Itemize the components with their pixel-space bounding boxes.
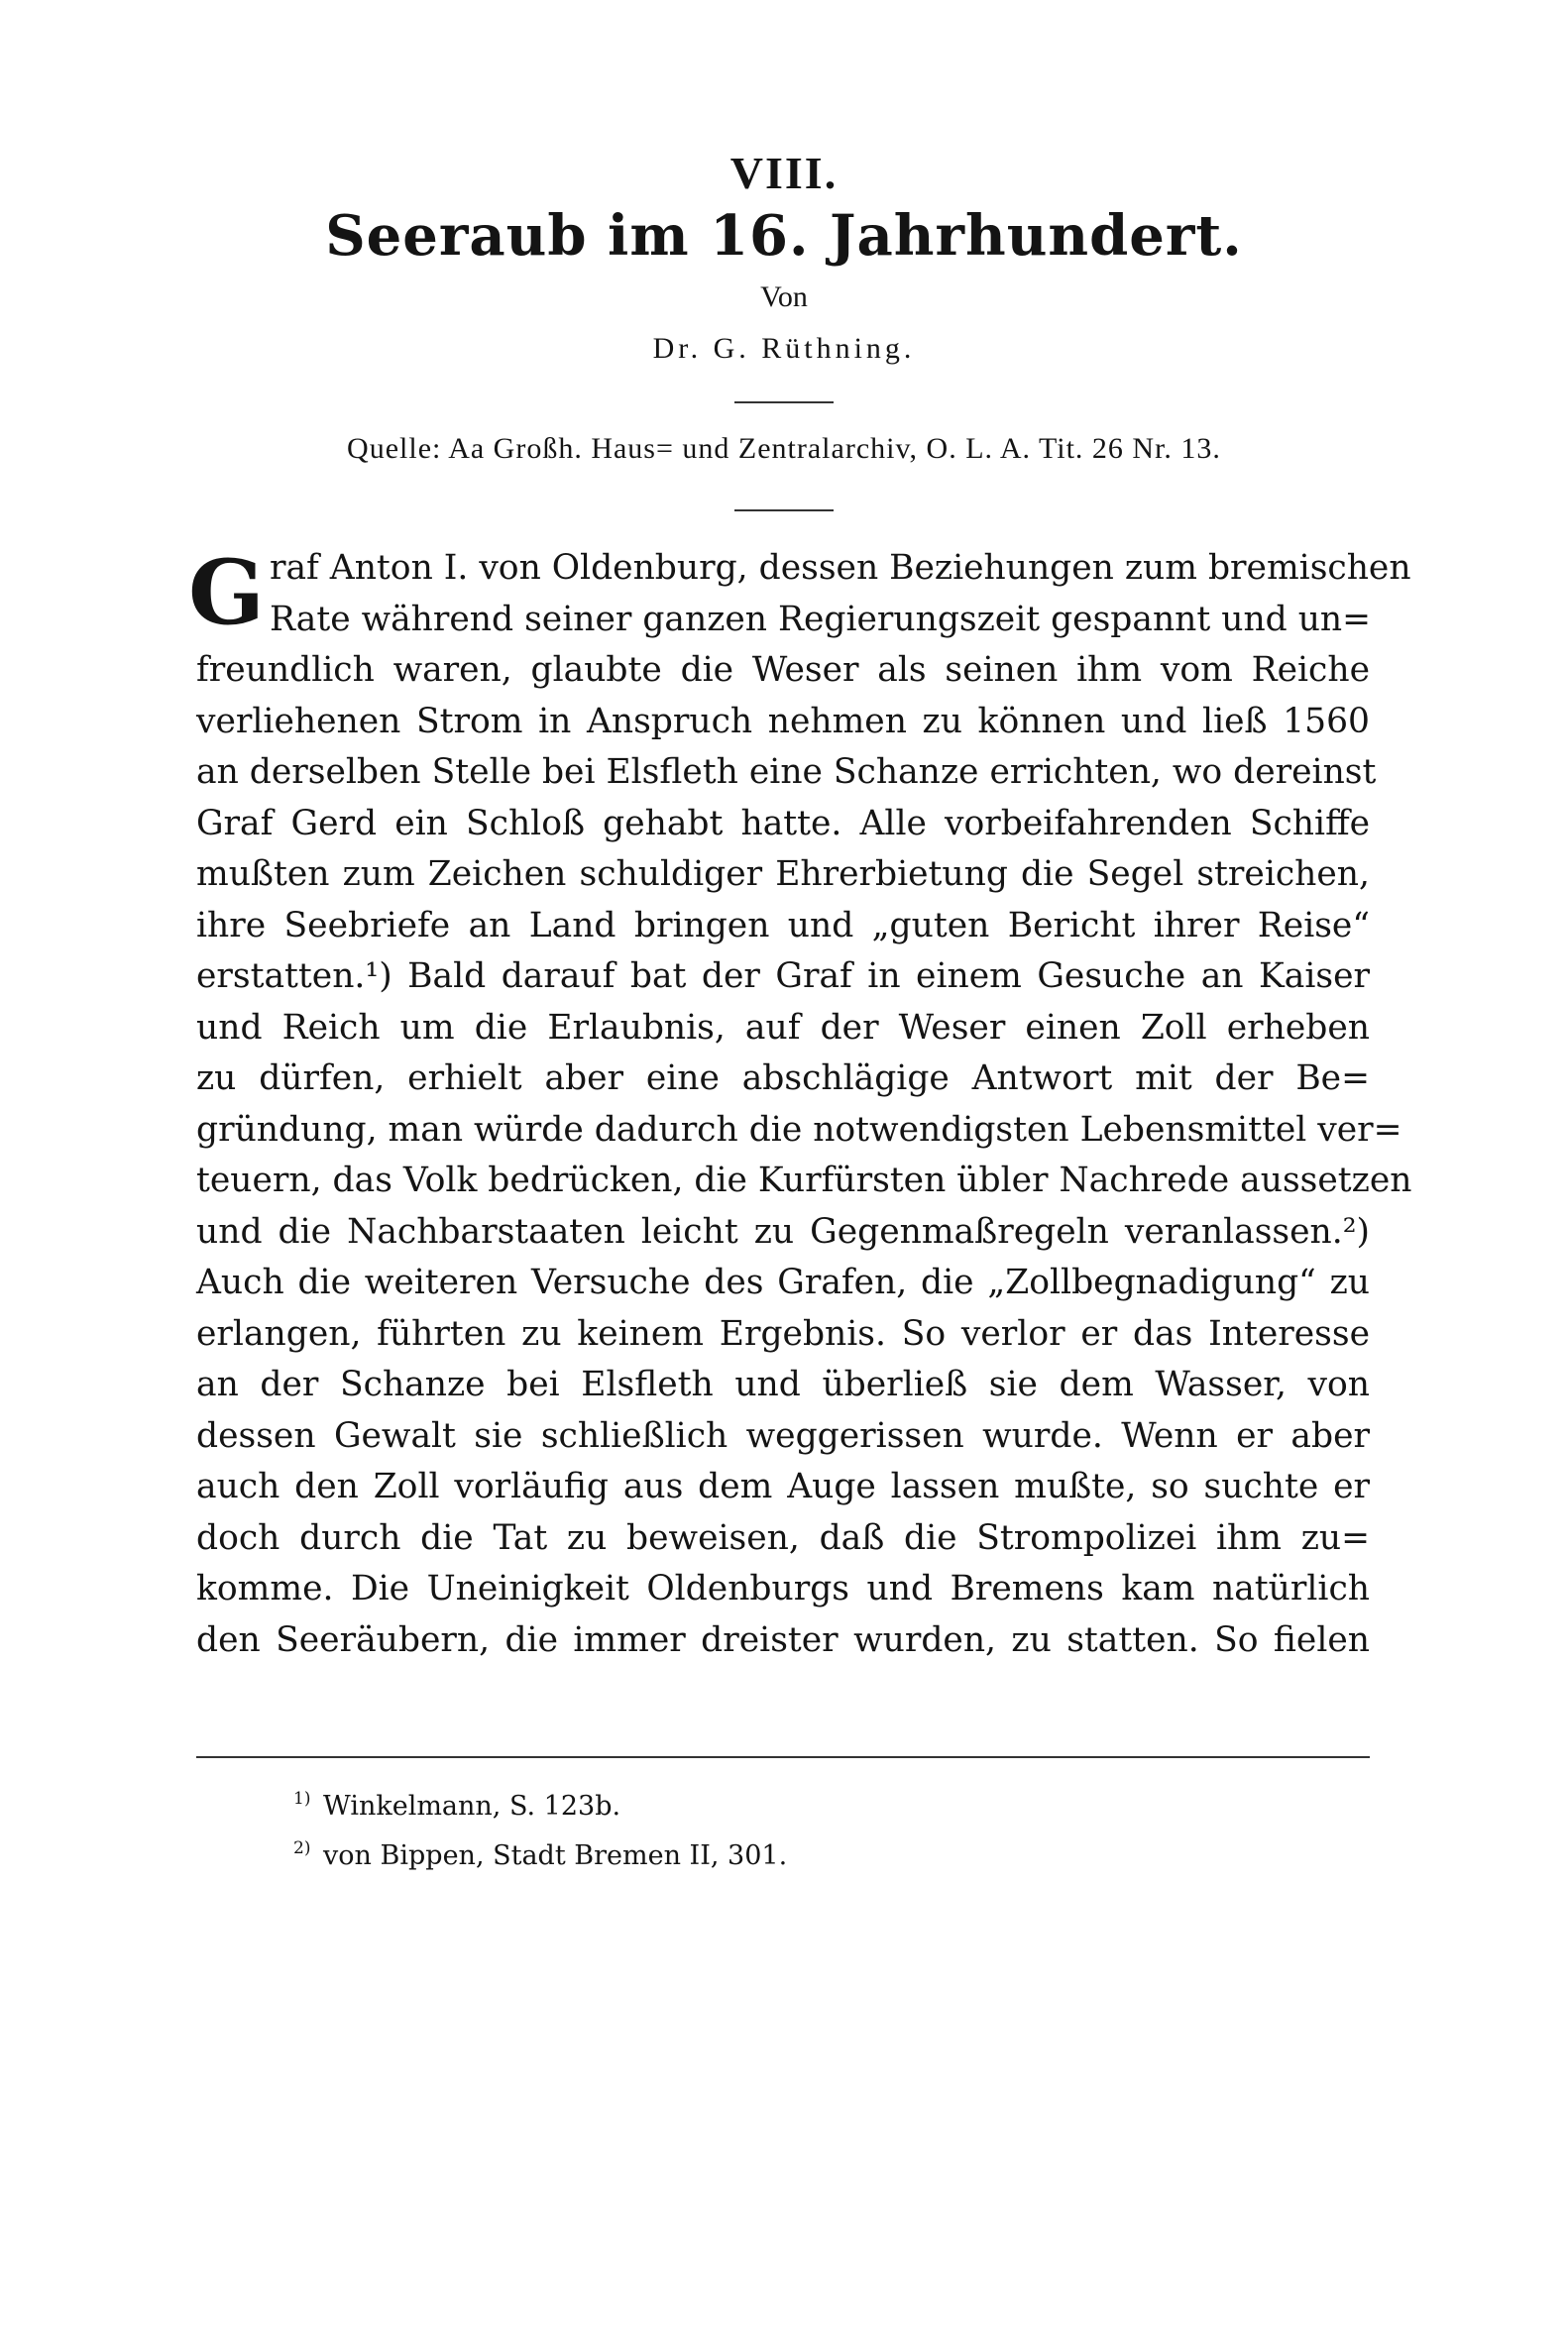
footnotes	[293, 1774, 1185, 1873]
body-line: Rate während seiner ganzen Regierungszeit gespannt und un=	[270, 599, 1372, 639]
footnote-mark: 2)	[293, 1838, 311, 1858]
body-text	[196, 543, 1412, 1666]
body-line: und Reich um die Erlaubnis, auf der Weser einen Zoll erheben	[196, 1007, 1370, 1048]
body-line: dessen Gewalt sie schließlich weggerissen wurde. Wenn er aber	[196, 1415, 1370, 1456]
chapter-number: VIII.	[729, 148, 839, 198]
divider-rule	[734, 509, 834, 511]
author-name: Dr. G. Rüthning.	[652, 332, 916, 365]
body-line: erlangen, führten zu keinem Ergebnis. So verlor er das Interesse	[196, 1313, 1370, 1354]
byline-von: Von	[760, 280, 808, 313]
body-line: mußten zum Zeichen schuldiger Ehrerbietung die Segel streichen,	[196, 854, 1370, 894]
divider-rule	[734, 401, 834, 403]
footnote-item	[293, 1774, 1185, 1824]
footnote-mark: 1)	[293, 1789, 311, 1809]
footnote-item	[293, 1824, 1185, 1873]
body-line: teuern, das Volk bedrücken, die Kurfürsten übler Nachrede aussetzen	[196, 1161, 1412, 1200]
body-line: an der Schanze bei Elsfleth und überließ sie dem Wasser, von	[196, 1365, 1370, 1404]
body-line: den Seeräubern, die immer dreister wurden, zu statten. So fielen	[196, 1619, 1370, 1660]
body-line: Auch die weiteren Versuche des Grafen, die „Zollbegnadigung“ zu	[196, 1263, 1370, 1302]
body-line: zu dürfen, erhielt aber eine abschlägige Antwort mit der Be=	[196, 1058, 1370, 1098]
body-line: an derselben Stelle bei Elsfleth eine Schanze errichten, wo dereinst	[196, 752, 1377, 792]
body-line: erstatten.¹) Bald darauf bat der Graf in einem Gesuche an Kaiser	[196, 956, 1370, 996]
body-line: verliehenen Strom in Anspruch nehmen zu können und ließ 1560	[196, 701, 1370, 741]
body-line: ihre Seebriefe an Land bringen und „guten Bericht ihrer Reise“	[196, 905, 1370, 945]
body-line: auch den Zoll vorläufig aus dem Auge lassen mußte, so suchte er	[196, 1467, 1370, 1506]
body-line: gründung, man würde dadurch die notwendigsten Lebensmittel ver=	[196, 1109, 1402, 1150]
body-line: raf Anton I. von Oldenburg, dessen Beziehungen zum bremischen	[270, 548, 1411, 588]
footnote-text: Winkelmann, S. 123b.	[323, 1791, 621, 1822]
body-line: freundlich waren, glaubte die Weser als seinen ihm vom Reiche	[196, 650, 1370, 690]
body-line: und die Nachbarstaaten leicht zu Gegenmaßregeln veranlassen.²)	[196, 1211, 1370, 1252]
body-line: doch durch die Tat zu beweisen, daß die Strompolizei ihm zu=	[196, 1517, 1370, 1558]
footnote-text: von Bippen, Stadt Bremen II, 301.	[323, 1840, 788, 1871]
dropcap-letter: G	[188, 540, 265, 645]
body-line: komme. Die Uneinigkeit Oldenburgs und Bremens kam natürlich	[196, 1569, 1370, 1608]
source-citation: Quelle: Aa Großh. Haus= und Zentralarchiv, O. L. A. Tit. 26 Nr. 13.	[347, 432, 1221, 465]
chapter-title: Seeraub im 16. Jahrhundert.	[325, 203, 1243, 269]
body-line: Graf Gerd ein Schloß gehabt hatte. Alle vorbeifahrenden Schiffe	[196, 803, 1370, 843]
footnote-divider	[196, 1756, 1370, 1758]
